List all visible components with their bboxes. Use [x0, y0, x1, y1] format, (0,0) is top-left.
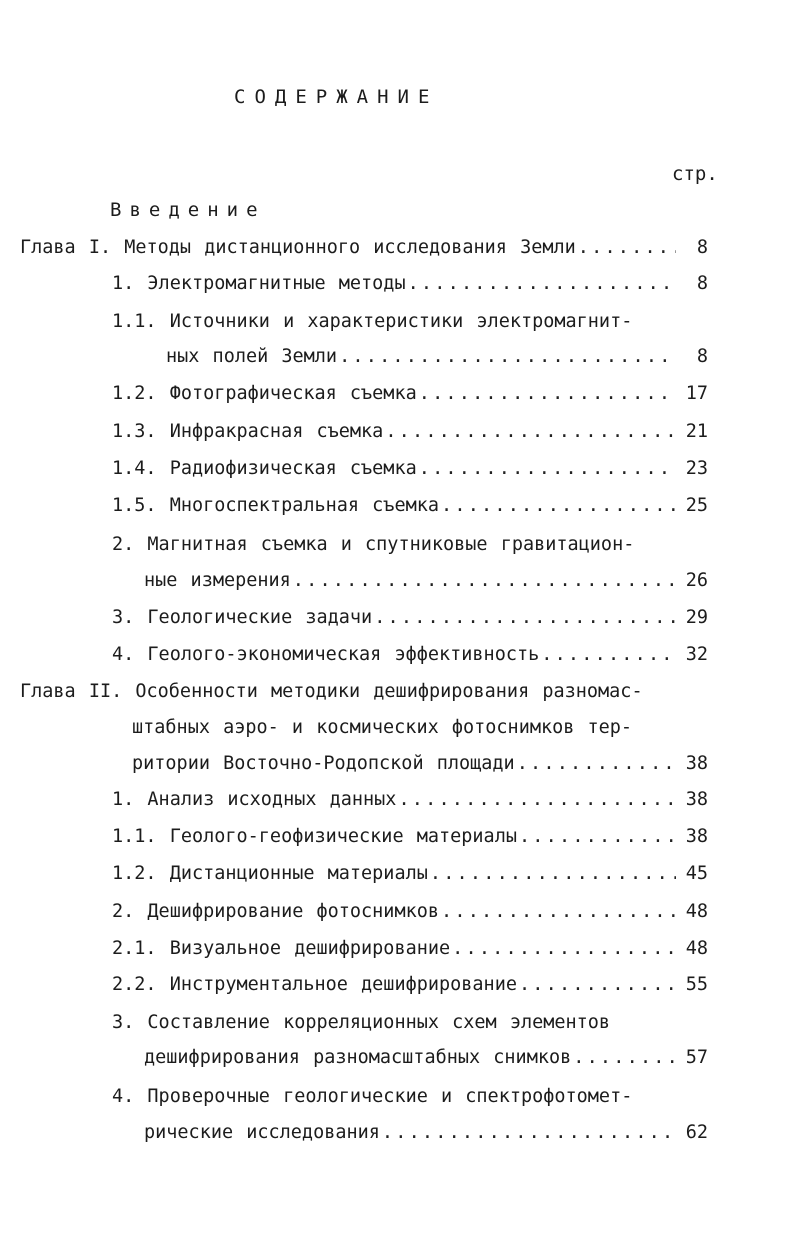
page-title: СОДЕРЖАНИЕ: [234, 86, 439, 108]
toc-introduction: Введение: [110, 199, 266, 221]
leader-dots: [578, 237, 676, 258]
toc-entry-text: 3. Геологические задачи: [112, 607, 373, 628]
toc-entry-ii-2-2: [112, 974, 708, 1000]
toc-entry-ii-3-line1: 3. Составление корреляционных схем элементов: [112, 1012, 611, 1033]
leader-dots: [452, 938, 676, 959]
toc-entry-text: 1.2. Фотографическая съемка: [112, 383, 417, 404]
toc-page-number: 23: [685, 458, 708, 479]
leader-dots: [293, 570, 676, 591]
toc-entry-text: 1.5. Многоспектральная съемка: [112, 495, 440, 516]
leader-dots: [419, 458, 676, 479]
toc-page-number: 48: [685, 901, 708, 922]
toc-entry-ii-1-2: [112, 863, 708, 889]
toc-page-number: 8: [696, 237, 708, 258]
toc-page-number: 48: [685, 938, 708, 959]
toc-entry-text: 1. Анализ исходных данных: [112, 789, 397, 810]
toc-entry-ii-3: [144, 1047, 708, 1073]
leader-dots: [541, 644, 676, 665]
toc-entry-1-5: [112, 495, 708, 521]
toc-page-number: 38: [685, 753, 708, 774]
toc-entry-text: рические исследования: [144, 1122, 380, 1143]
toc-entry-1-4: [112, 458, 708, 484]
leader-dots: [441, 901, 676, 922]
toc-entry-text: 1.1. Геолого-геофизические материалы: [112, 826, 517, 847]
toc-page-number: 38: [685, 826, 708, 847]
leader-dots: [374, 607, 676, 628]
toc-page-number: 55: [685, 974, 708, 995]
leader-dots: [385, 421, 676, 442]
toc-entry-ii-2: [112, 901, 708, 927]
toc-entry-chapter-2-line2: штабных аэро- и космических фотоснимков тер-: [132, 717, 633, 738]
toc-page-number: 25: [685, 495, 708, 516]
toc-entry-ii-2-1: [112, 938, 708, 964]
toc-entry-ii-1: [112, 789, 708, 815]
toc-page-number: 57: [685, 1047, 708, 1068]
toc-entry-chapter-2: [132, 753, 708, 779]
toc-entry-4: [112, 644, 708, 670]
toc-page-number: 17: [685, 383, 708, 404]
toc-entry-text: 2.2. Инструментальное дешифрирование: [112, 974, 517, 995]
leader-dots: [519, 974, 676, 995]
leader-dots: [517, 753, 676, 774]
toc-entry-text: ных полей Земли: [166, 346, 338, 367]
toc-entry-text: 2.1. Визуальное дешифрирование: [112, 938, 451, 959]
toc-entry-text: дешифрирования разномасштабных снимков: [144, 1047, 572, 1068]
toc-entry-text: 4. Геолого-экономическая эффективность: [112, 644, 540, 665]
leader-dots: [519, 826, 676, 847]
leader-dots: [573, 1047, 676, 1068]
toc-entry-3: [112, 607, 708, 633]
toc-page-number: 26: [685, 570, 708, 591]
toc-entry-1-1-line1: 1.1. Источники и характеристики электромагнит-: [112, 311, 633, 332]
leader-dots: [430, 863, 676, 884]
leader-dots: [339, 346, 676, 367]
toc-entry-1-2: [112, 383, 708, 409]
toc-entry-text: 1. Электромагнитные методы: [112, 273, 406, 294]
toc-entry-chapter-1: [20, 237, 708, 263]
page-column-header: стр.: [672, 163, 718, 185]
toc-page-number: 32: [685, 644, 708, 665]
toc-entry-ii-1-1: [112, 826, 708, 852]
leader-dots: [408, 273, 676, 294]
toc-entry-2-line1: 2. Магнитная съемка и спутниковые гравитацион-: [112, 534, 635, 555]
toc-entry-1-1: [166, 346, 708, 372]
toc-entry-text: 1.4. Радиофизическая съемка: [112, 458, 417, 479]
toc-entry-text: Глава I. Методы дистанционного исследования Земли: [20, 237, 576, 258]
toc-page-number: 38: [685, 789, 708, 810]
leader-dots: [419, 383, 676, 404]
toc-page-number: 8: [696, 346, 708, 367]
toc-page-number: 21: [685, 421, 708, 442]
toc-entry-1: [112, 273, 708, 299]
toc-entry-1-3: [112, 421, 708, 447]
toc-page-number: 62: [685, 1122, 708, 1143]
toc-entry-chapter-2-line1: Глава II. Особенности методики дешифрирования разномас-: [20, 681, 643, 702]
toc-entry-text: 1.2. Дистанционные материалы: [112, 863, 428, 884]
toc-entry-text: ные измерения: [144, 570, 291, 591]
leader-dots: [441, 495, 676, 516]
toc-page-number: 45: [685, 863, 708, 884]
toc-entry-ii-4: [144, 1122, 708, 1148]
toc-entry-ii-4-line1: 4. Проверочные геологические и спектрофотомет-: [112, 1086, 633, 1107]
toc-entry-2: [144, 570, 708, 596]
leader-dots: [382, 1122, 676, 1143]
toc-entry-text: 2. Дешифрирование фотоснимков: [112, 901, 440, 922]
toc-page-number: 8: [696, 273, 708, 294]
leader-dots: [398, 789, 676, 810]
toc-page-number: 29: [685, 607, 708, 628]
toc-entry-text: 1.3. Инфракрасная съемка: [112, 421, 384, 442]
toc-entry-text: ритории Восточно-Родопской площади: [132, 753, 515, 774]
